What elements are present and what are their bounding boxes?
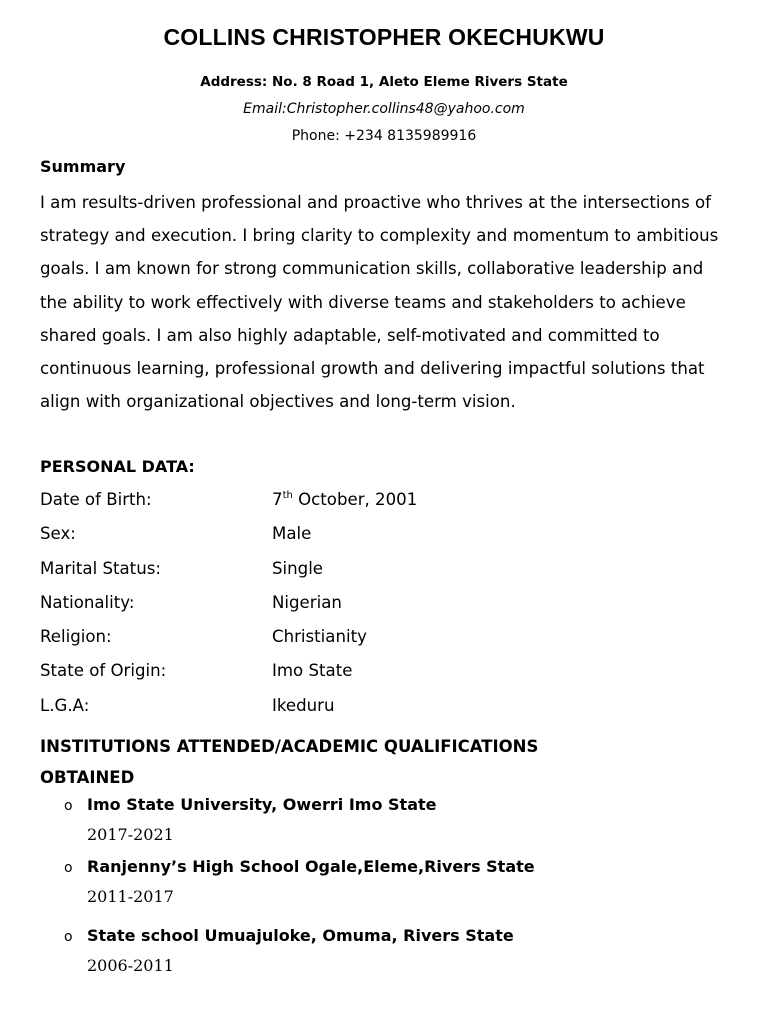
bullet-icon: o (64, 860, 73, 876)
summary-heading: Summary (40, 157, 126, 176)
institution-name: Ranjenny’s High School Ogale,Eleme,Rivers State (87, 857, 535, 876)
bullet-icon: o (64, 798, 73, 814)
summary-line: align with organizational objectives and long-term vision. (40, 392, 516, 412)
phone-line: Phone: +234 8135989916 (291, 128, 477, 144)
bullet-icon: o (64, 929, 73, 945)
personal-value: Ikeduru (272, 696, 335, 715)
personal-value: Nigerian (272, 593, 342, 612)
summary-line: shared goals. I am also highly adaptable, self-motivated and committed to (40, 325, 660, 345)
personal-label: Religion: (40, 627, 112, 646)
education-heading (40, 731, 538, 793)
personal-value: Christianity (272, 627, 367, 646)
personal-label: Nationality: (40, 593, 135, 612)
personal-value: Single (272, 559, 324, 578)
institution-years: 2017-2021 (87, 825, 174, 844)
birth-day: 7 (272, 490, 283, 509)
summary-line: I am results-driven professional and proactive who thrives at the intersections of (40, 193, 712, 212)
institution-years: 2006-2011 (87, 956, 174, 975)
personal-value: Male (272, 524, 312, 543)
summary-line: strategy and execution. I bring clarity to complexity and momentum to ambitious (40, 226, 719, 246)
summary-paragraph (40, 186, 745, 418)
personal-value: Imo State (272, 661, 353, 680)
personal-label: Date of Birth: (40, 490, 152, 509)
candidate-name: COLLINS CHRISTOPHER OKECHUKWU (163, 24, 605, 50)
personal-label: State of Origin: (40, 661, 167, 680)
birth-day-suffix: th (282, 490, 293, 501)
birth-month-year: October, 2001 (292, 490, 418, 509)
email-line: Email:Christopher.collins48@yahoo.com (243, 101, 525, 117)
institution-name: State school Umuajuloke, Omuma, Rivers State (87, 926, 514, 945)
personal-label: Marital Status: (40, 559, 161, 578)
personal-label: Sex: (40, 524, 76, 543)
summary-line: the ability to work effectively with diverse teams and stakeholders to achieve (40, 292, 686, 312)
personal-value (272, 490, 417, 509)
personal-label: L.G.A: (40, 696, 90, 715)
institution-years: 2011-2017 (87, 887, 174, 906)
education-heading-line: OBTAINED (40, 768, 135, 787)
summary-line: goals. I am known for strong communication skills, collaborative leadership and (40, 259, 704, 279)
personal-data-heading: PERSONAL DATA: (40, 457, 195, 476)
summary-line: continuous learning, professional growth and delivering impactful solutions that (40, 359, 705, 379)
education-heading-line: INSTITUTIONS ATTENDED/ACADEMIC QUALIFICATIONS (40, 737, 539, 756)
institution-name: Imo State University, Owerri Imo State (87, 795, 437, 814)
address-line: Address: No. 8 Road 1, Aleto Eleme Rivers State (200, 74, 568, 90)
